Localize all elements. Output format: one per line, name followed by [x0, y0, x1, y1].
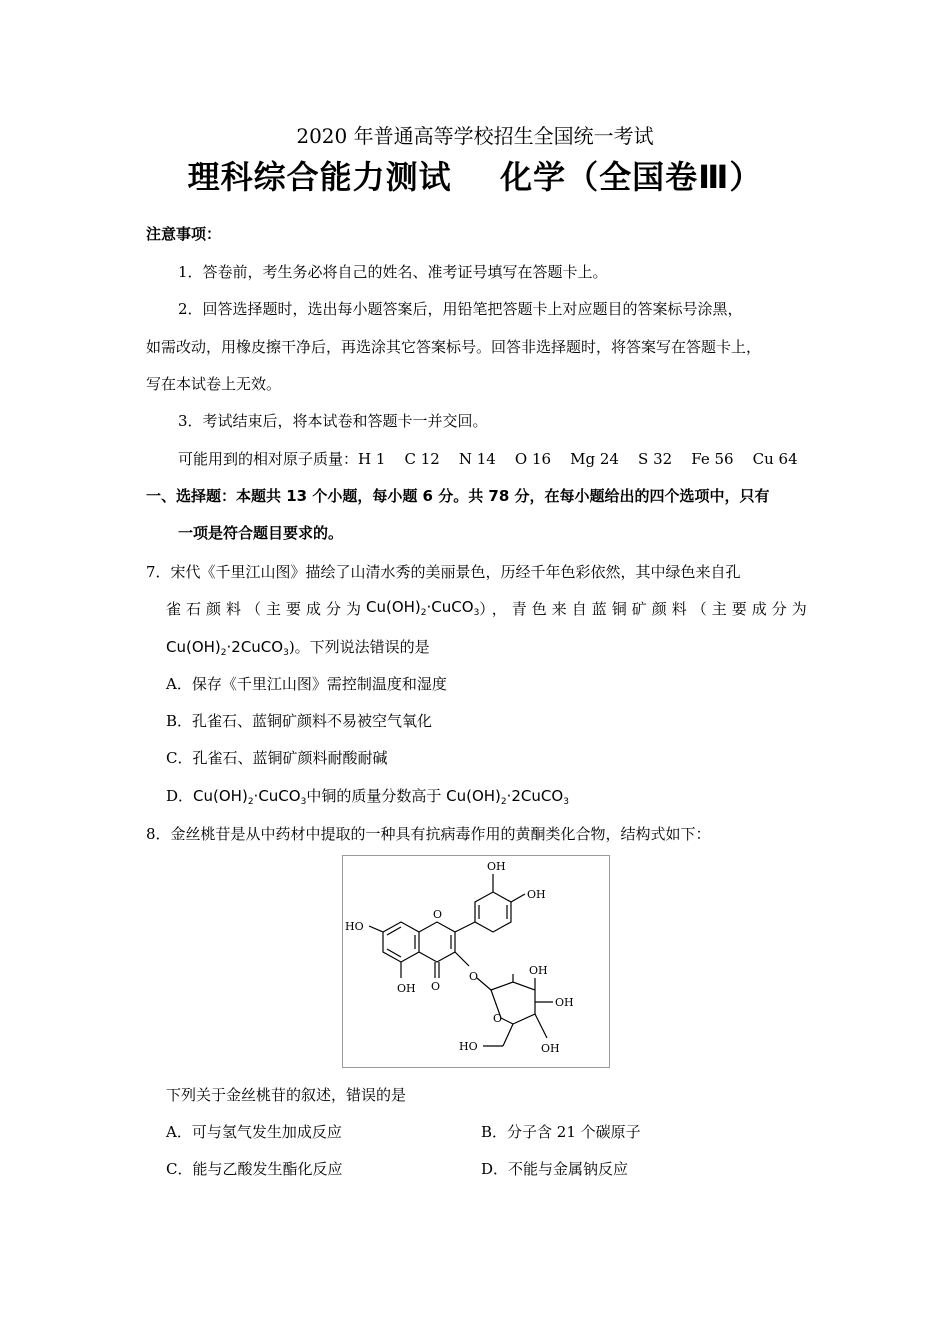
section-1-heading: 一、选择题：本题共 13 个小题，每小题 6 分。共 78 分，在每小题给出的四个选项中，只有 — [146, 487, 770, 505]
q7-stem-line-2 — [166, 598, 812, 619]
azurite-formula: $Cu(OH)_2\cdot 2CuCO_3$ — [166, 638, 289, 658]
structure-label-o-ring: O — [433, 908, 443, 921]
exam-subtitle: 理科综合能力测试 化学（全国卷Ⅲ） — [187, 158, 763, 196]
q7-line2-part-a: 雀石颜料（主要成分为 — [166, 600, 367, 618]
structure-label-ho-sugar: HO — [459, 1040, 478, 1053]
q7-option-a: A．保存《千里江山图》需控制温度和湿度 — [166, 675, 447, 693]
q7-option-b: B．孔雀石、蓝铜矿颜料不易被空气氧化 — [166, 712, 433, 730]
q7-option-c: C．孔雀石、蓝铜矿颜料耐酸耐碱 — [166, 749, 388, 767]
notice-item-2-line-2: 如需改动，用橡皮擦干净后，再选涂其它答案标号。回答非选择题时，将答案写在答题卡上， — [146, 338, 762, 356]
hyperoside-structure-figure — [342, 855, 610, 1068]
structure-label-oh-right: OH — [527, 888, 546, 901]
q7-line2-part-b: ），青色来自蓝铜矿颜料（主要成分为 — [479, 600, 812, 618]
section-1-heading-line-2: 一项是符合题目要求的。 — [178, 524, 344, 542]
notice-item-3: 3．考试结束后，将本试卷和答题卡一并交回。 — [178, 412, 488, 430]
azurite-formula-d: $Cu(OH)_2\cdot 2CuCO_3$ — [446, 787, 569, 807]
structure-label-oh-bottom: OH — [397, 982, 416, 995]
q8-option-d: D．不能与金属钠反应 — [481, 1160, 629, 1178]
atomic-masses: 可能用到的相对原子质量：H 1 C 12 N 14 O 16 Mg 24 S 32 Fe 56 Cu 64 — [178, 450, 798, 468]
malachite-formula: $Cu(OH)_2\cdot CuCO_3$ — [366, 598, 480, 618]
q8-option-a: A．可与氢气发生加成反应 — [166, 1123, 342, 1141]
structural-formula-svg — [343, 856, 609, 1067]
structure-label-oh-sugar-1: OH — [529, 964, 548, 977]
structure-label-o-sugar: O — [493, 1012, 503, 1025]
structure-label-o-carbonyl: O — [431, 980, 441, 993]
q8-stem: 8．金丝桃苷是从中药材中提取的一种具有抗病毒作用的黄酮类化合物，结构式如下： — [146, 825, 711, 843]
structure-label-oh-top: OH — [487, 860, 506, 873]
notice-heading: 注意事项： — [146, 225, 222, 243]
q7-stem-line-1: 7．宋代《千里江山图》描绘了山清水秀的美丽景色，历经千年色彩依然，其中绿色来自孔 — [146, 563, 741, 581]
q7-option-d: D．$Cu(OH)_2\cdot CuCO_3$中铜的质量分数高于 $Cu(OH)_2\cdot 2CuCO_3$ — [166, 787, 569, 807]
q7-stem-line-3: $Cu(OH)_2\cdot 2CuCO_3$)。下列说法错误的是 — [166, 638, 430, 658]
q8-option-b: B．分子含 21 个碳原子 — [481, 1123, 641, 1141]
structure-label-o-link: O — [469, 970, 479, 983]
structure-label-oh-sugar-2: OH — [555, 996, 574, 1009]
notice-item-2-line-3: 写在本试卷上无效。 — [146, 375, 282, 393]
notice-item-1: 1．答卷前，考生务必将自己的姓名、准考证号填写在答题卡上。 — [178, 263, 608, 281]
malachite-formula-d: $Cu(OH)_2\cdot CuCO_3$ — [193, 787, 307, 807]
structure-label-oh-sugar-3: OH — [541, 1042, 560, 1055]
notice-item-2-line-1: 2．回答选择题时，选出每小题答案后，用铅笔把答题卡上对应题目的答案标号涂黑， — [178, 300, 743, 318]
exam-title: 2020 年普通高等学校招生全国统一考试 — [296, 124, 654, 148]
q8-option-c: C．能与乙酸发生酯化反应 — [166, 1160, 343, 1178]
structure-label-ho-left: HO — [345, 920, 364, 933]
q8-question: 下列关于金丝桃苷的叙述，错误的是 — [166, 1086, 407, 1104]
